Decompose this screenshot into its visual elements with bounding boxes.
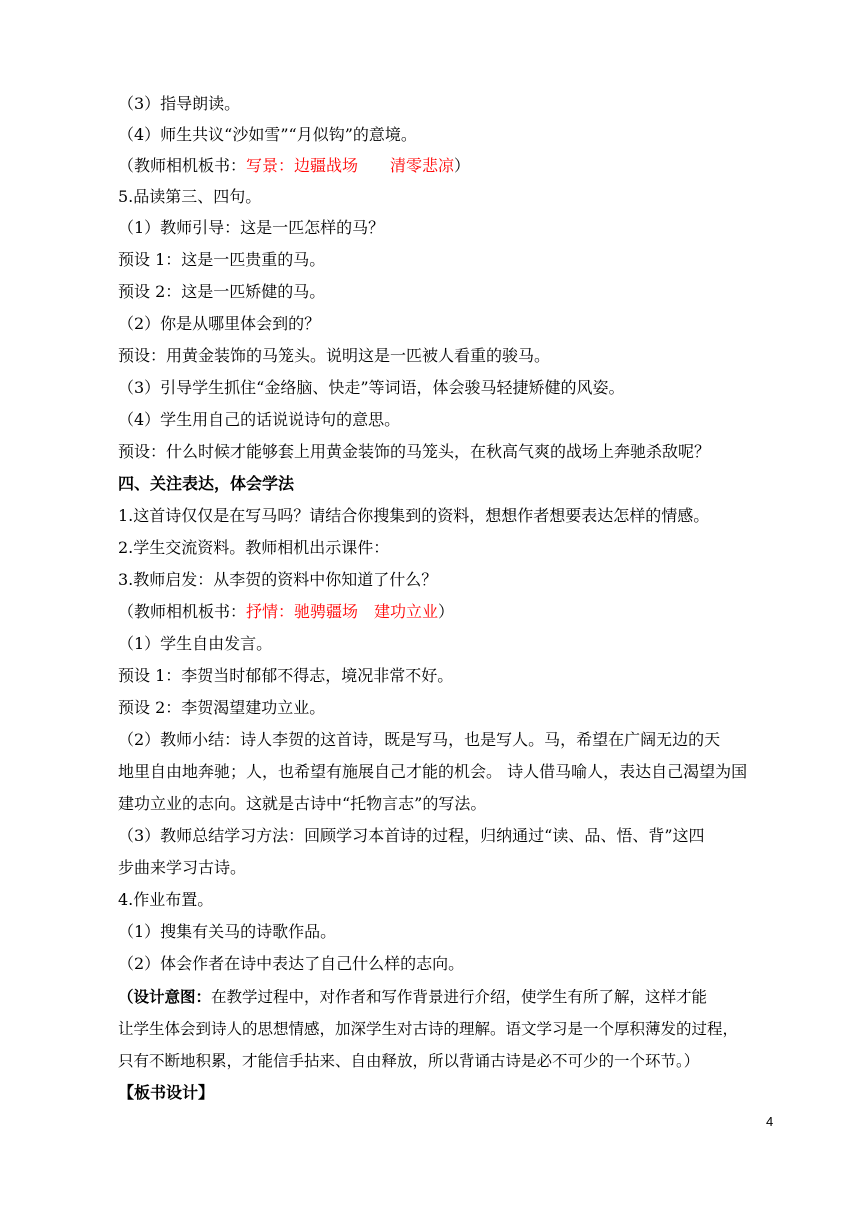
text-line: 预设 1：这是一匹贵重的马。 bbox=[118, 250, 326, 269]
text-line: 预设：用黄金装饰的马笼头。说明这是一匹被人看重的骏马。 bbox=[118, 346, 551, 365]
board-note-line bbox=[118, 156, 470, 176]
text-line: （3）指导朗读。 bbox=[118, 94, 241, 113]
text-line: 建功立业的志向。这就是古诗中“托物言志”的写法。 bbox=[118, 794, 487, 813]
board-note-suffix: ） bbox=[438, 602, 455, 621]
text-line: （4）师生共议“沙如雪”“月似钩”的意境。 bbox=[118, 125, 417, 144]
board-note-prefix: （教师相机板书： bbox=[118, 602, 247, 621]
text-line: （3）引导学生抓住“金络脑、快走”等词语，体会骏马轻捷矫健的风姿。 bbox=[118, 378, 625, 397]
text-line: （1）教师引导：这是一匹怎样的马？ bbox=[118, 218, 385, 237]
text-line: （1）搜集有关马的诗歌作品。 bbox=[118, 922, 337, 941]
text-line: 3.教师启发：从李贺的资料中你知道了什么？ bbox=[118, 570, 438, 589]
text-line: 预设：什么时候才能够套上用黄金装饰的马笼头，在秋高气爽的战场上奔驰杀敌呢？ bbox=[118, 442, 711, 461]
text-line: 步曲来学习古诗。 bbox=[118, 858, 247, 877]
board-note-red: 写景：边疆战场 清零悲凉 bbox=[246, 156, 455, 175]
design-intent-label: （设计意图： bbox=[118, 988, 212, 1006]
design-intent-text: 在教学过程中，对作者和写作背景进行介绍，使学生有所了解，这样才能 bbox=[211, 988, 708, 1006]
design-intent-line bbox=[118, 987, 707, 1007]
design-intent-line: 只有不断地积累，才能信手拈来、自由释放，所以背诵古诗是必不可少的一个环节。） bbox=[118, 1052, 700, 1070]
text-line: （2）教师小结：诗人李贺的这首诗，既是写马，也是写人。马，希望在广阔无边的天 bbox=[118, 730, 721, 749]
board-design-heading: 【板书设计】 bbox=[118, 1083, 215, 1102]
text-line: 4.作业布置。 bbox=[118, 890, 214, 909]
board-note-line bbox=[118, 602, 454, 622]
text-line: 2.学生交流资料。教师相机出示课件： bbox=[118, 538, 390, 557]
design-intent-line: 让学生体会到诗人的思想情感，加深学生对古诗的理解。语文学习是一个厚积薄发的过程， bbox=[118, 1020, 739, 1038]
text-line: （2）你是从哪里体会到的？ bbox=[118, 314, 321, 333]
board-note-red: 抒情：驰骋疆场 建功立业 bbox=[246, 602, 439, 621]
text-line: 预设 2：这是一匹矫健的马。 bbox=[118, 282, 326, 301]
section-heading: 四、关注表达，体会学法 bbox=[118, 474, 295, 493]
text-line: （2）体会作者在诗中表达了自己什么样的志向。 bbox=[118, 954, 465, 973]
board-note-prefix: （教师相机板书： bbox=[118, 156, 247, 175]
text-line: 5.品读第三、四句。 bbox=[118, 187, 262, 206]
page-number: 4 bbox=[766, 1114, 774, 1129]
text-line: （4）学生用自己的话说说诗句的意思。 bbox=[118, 410, 401, 429]
text-line: 1.这首诗仅仅是在写马吗？请结合你搜集到的资料，想想作者想要表达怎样的情感。 bbox=[118, 506, 710, 525]
text-line: （3）教师总结学习方法：回顾学习本首诗的过程，归纳通过“读、品、悟、背”这四 bbox=[118, 826, 705, 845]
text-line: 预设 2：李贺渴望建功立业。 bbox=[118, 698, 326, 717]
text-line: （1）学生自由发言。 bbox=[118, 634, 273, 653]
text-line: 预设 1：李贺当时郁郁不得志，境况非常不好。 bbox=[118, 666, 454, 685]
text-line: 地里自由地奔驰；人，也希望有施展自己才能的机会。 诗人借马喻人，表达自己渴望为国 bbox=[118, 762, 748, 781]
board-note-suffix: ） bbox=[454, 156, 471, 175]
